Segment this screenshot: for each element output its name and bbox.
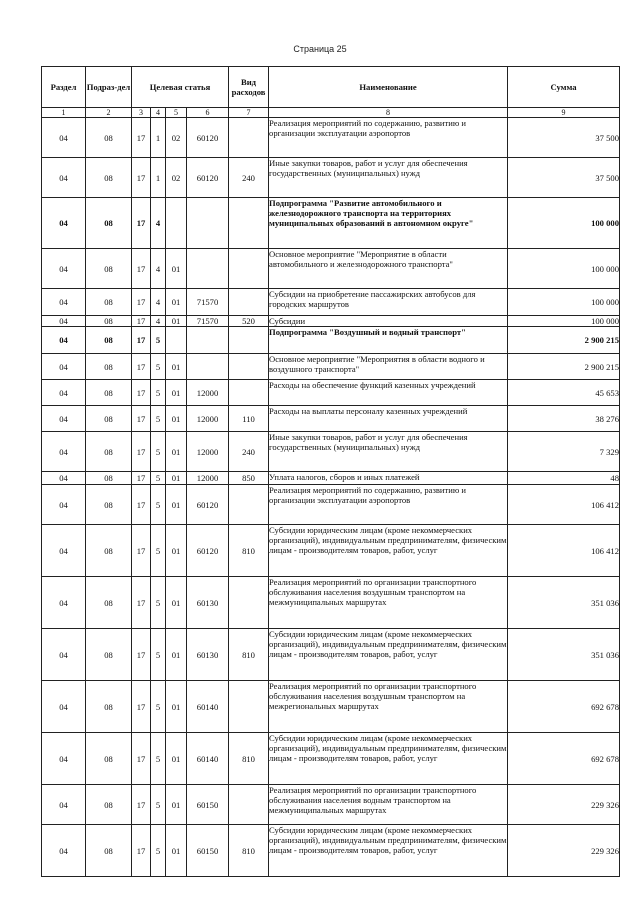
col-number: 3: [132, 108, 151, 118]
cell-vid: [229, 681, 269, 733]
cell-activity: 01: [166, 825, 187, 877]
cell-podrazdel: 08: [86, 825, 132, 877]
cell-razdel: 04: [42, 629, 86, 681]
cell-subprogram: 5: [151, 681, 166, 733]
cell-razdel: 04: [42, 733, 86, 785]
cell-vid: 240: [229, 432, 269, 472]
table-row: [42, 316, 620, 327]
cell-subprogram: 1: [151, 118, 166, 158]
cell-razdel: 04: [42, 472, 86, 485]
cell-sum: 106 412: [508, 485, 620, 525]
cell-program: 17: [132, 577, 151, 629]
cell-sum: 229 326: [508, 785, 620, 825]
cell-activity: [166, 327, 187, 354]
cell-program: 17: [132, 380, 151, 406]
cell-program: 17: [132, 198, 151, 249]
cell-program: 17: [132, 354, 151, 380]
cell-subprogram: 4: [151, 316, 166, 327]
cell-razdel: 04: [42, 354, 86, 380]
cell-activity: 01: [166, 249, 187, 289]
header-razdel: Раздел: [42, 67, 86, 108]
cell-podrazdel: 08: [86, 158, 132, 198]
cell-razdel: 04: [42, 118, 86, 158]
cell-program: 17: [132, 472, 151, 485]
cell-podrazdel: 08: [86, 316, 132, 327]
cell-sum: 100 000: [508, 198, 620, 249]
cell-sum: 7 329: [508, 432, 620, 472]
cell-subprogram: 5: [151, 577, 166, 629]
cell-podrazdel: 08: [86, 354, 132, 380]
cell-sum: 692 678: [508, 733, 620, 785]
cell-sum: 100 000: [508, 316, 620, 327]
cell-program: 17: [132, 316, 151, 327]
cell-activity: 01: [166, 406, 187, 432]
cell-name: Реализация мероприятий по содержанию, развитию и организации эксплуатации аэропортов: [269, 485, 508, 525]
cell-vid: [229, 198, 269, 249]
cell-sum: 351 036: [508, 577, 620, 629]
cell-activity: 01: [166, 316, 187, 327]
table-row: [42, 249, 620, 289]
cell-activity: 01: [166, 785, 187, 825]
cell-direction: [187, 249, 229, 289]
cell-vid: [229, 327, 269, 354]
table-row: [42, 472, 620, 485]
col-number: 6: [187, 108, 229, 118]
cell-program: 17: [132, 327, 151, 354]
cell-name: Субсидии: [269, 316, 508, 327]
table-row: [42, 525, 620, 577]
cell-vid: [229, 577, 269, 629]
cell-razdel: 04: [42, 289, 86, 316]
cell-podrazdel: 08: [86, 249, 132, 289]
cell-name: Иные закупки товаров, работ и услуг для обеспечения государственных (муниципальных) нужд: [269, 158, 508, 198]
table-row: [42, 327, 620, 354]
cell-sum: 38 276: [508, 406, 620, 432]
table-row: [42, 681, 620, 733]
cell-program: 17: [132, 629, 151, 681]
table-row: [42, 432, 620, 472]
cell-vid: 240: [229, 158, 269, 198]
cell-razdel: 04: [42, 316, 86, 327]
cell-vid: [229, 380, 269, 406]
cell-subprogram: 5: [151, 380, 166, 406]
cell-razdel: 04: [42, 198, 86, 249]
cell-vid: [229, 289, 269, 316]
cell-subprogram: 5: [151, 432, 166, 472]
header-vid: Вид расходов: [229, 67, 269, 108]
cell-activity: [166, 198, 187, 249]
cell-name: Реализация мероприятий по организации транспортного обслуживания населения водным транспортом на межмуниципальных маршрутах: [269, 785, 508, 825]
col-number: 7: [229, 108, 269, 118]
cell-podrazdel: 08: [86, 577, 132, 629]
cell-program: 17: [132, 485, 151, 525]
cell-direction: 60120: [187, 118, 229, 158]
cell-razdel: 04: [42, 406, 86, 432]
cell-direction: 60130: [187, 577, 229, 629]
cell-podrazdel: 08: [86, 432, 132, 472]
cell-podrazdel: 08: [86, 485, 132, 525]
cell-direction: 60140: [187, 681, 229, 733]
cell-name: Основное мероприятие "Мероприятие в области автомобильного и железнодорожного транспорта": [269, 249, 508, 289]
cell-direction: 60120: [187, 485, 229, 525]
cell-sum: 2 900 215: [508, 327, 620, 354]
col-number: 5: [166, 108, 187, 118]
cell-vid: [229, 118, 269, 158]
cell-razdel: 04: [42, 485, 86, 525]
cell-razdel: 04: [42, 432, 86, 472]
table-row: [42, 354, 620, 380]
cell-vid: 810: [229, 629, 269, 681]
cell-program: 17: [132, 406, 151, 432]
cell-name: Субсидии на приобретение пассажирских автобусов для городских маршрутов: [269, 289, 508, 316]
cell-subprogram: 5: [151, 825, 166, 877]
cell-sum: 692 678: [508, 681, 620, 733]
cell-activity: 01: [166, 485, 187, 525]
table-row: [42, 198, 620, 249]
cell-vid: 810: [229, 733, 269, 785]
table-row: [42, 733, 620, 785]
cell-podrazdel: 08: [86, 525, 132, 577]
cell-podrazdel: 08: [86, 629, 132, 681]
col-number: 4: [151, 108, 166, 118]
cell-sum: 2 900 215: [508, 354, 620, 380]
table-body: [42, 118, 620, 877]
cell-sum: 100 000: [508, 249, 620, 289]
budget-table: [41, 66, 620, 877]
cell-program: 17: [132, 158, 151, 198]
cell-program: 17: [132, 432, 151, 472]
cell-name: Реализация мероприятий по содержанию, развитию и организации эксплуатации аэропортов: [269, 118, 508, 158]
cell-sum: 100 000: [508, 289, 620, 316]
cell-direction: 71570: [187, 316, 229, 327]
cell-subprogram: 4: [151, 249, 166, 289]
cell-razdel: 04: [42, 681, 86, 733]
cell-name: Реализация мероприятий по организации транспортного обслуживания населения воздушным транспортом на межрегиональных маршрутах: [269, 681, 508, 733]
cell-subprogram: 5: [151, 733, 166, 785]
cell-activity: 01: [166, 681, 187, 733]
cell-podrazdel: 08: [86, 472, 132, 485]
cell-podrazdel: 08: [86, 289, 132, 316]
cell-vid: [229, 249, 269, 289]
cell-podrazdel: 08: [86, 406, 132, 432]
cell-direction: 60150: [187, 785, 229, 825]
cell-podrazdel: 08: [86, 733, 132, 785]
cell-activity: 01: [166, 432, 187, 472]
cell-vid: 810: [229, 825, 269, 877]
cell-vid: 850: [229, 472, 269, 485]
col-number: 9: [508, 108, 620, 118]
cell-activity: 02: [166, 118, 187, 158]
cell-name: Субсидии юридическим лицам (кроме некоммерческих организаций), индивидуальным предпринимателям, физическим лицам - производителям товаров, работ, услуг: [269, 629, 508, 681]
cell-activity: 01: [166, 289, 187, 316]
col-number: 1: [42, 108, 86, 118]
cell-activity: 01: [166, 733, 187, 785]
cell-podrazdel: 08: [86, 380, 132, 406]
cell-activity: 01: [166, 577, 187, 629]
cell-podrazdel: 08: [86, 681, 132, 733]
cell-razdel: 04: [42, 327, 86, 354]
cell-name: Реализация мероприятий по организации транспортного обслуживания населения воздушным транспортом на межмуниципальных маршрутах: [269, 577, 508, 629]
cell-name: Подпрограмма "Воздушный и водный транспорт": [269, 327, 508, 354]
cell-subprogram: 5: [151, 327, 166, 354]
cell-activity: 01: [166, 525, 187, 577]
cell-activity: 02: [166, 158, 187, 198]
cell-razdel: 04: [42, 525, 86, 577]
table-row: [42, 380, 620, 406]
cell-name: Иные закупки товаров, работ и услуг для обеспечения государственных (муниципальных) нужд: [269, 432, 508, 472]
cell-name: Субсидии юридическим лицам (кроме некоммерческих организаций), индивидуальным предпринимателям, физическим лицам - производителям товаров, работ, услуг: [269, 733, 508, 785]
cell-direction: 71570: [187, 289, 229, 316]
cell-name: Расходы на выплаты персоналу казенных учреждений: [269, 406, 508, 432]
cell-razdel: 04: [42, 158, 86, 198]
header-celevaya: Целевая статья: [132, 67, 229, 108]
cell-direction: 60120: [187, 525, 229, 577]
cell-program: 17: [132, 825, 151, 877]
cell-direction: 60130: [187, 629, 229, 681]
table-row: [42, 485, 620, 525]
page-number: Страница 25: [293, 44, 347, 54]
table-row: [42, 118, 620, 158]
cell-direction: [187, 354, 229, 380]
cell-subprogram: 4: [151, 198, 166, 249]
cell-sum: 351 036: [508, 629, 620, 681]
cell-direction: 60140: [187, 733, 229, 785]
table-row: [42, 629, 620, 681]
cell-vid: [229, 785, 269, 825]
cell-name: Расходы на обеспечение функций казенных учреждений: [269, 380, 508, 406]
cell-name: Субсидии юридическим лицам (кроме некоммерческих организаций), индивидуальным предпринимателям, физическим лицам - производителям товаров, работ, услуг: [269, 825, 508, 877]
cell-name: Субсидии юридическим лицам (кроме некоммерческих организаций), индивидуальным предпринимателям, физическим лицам - производителям товаров, работ, услуг: [269, 525, 508, 577]
cell-vid: 520: [229, 316, 269, 327]
cell-program: 17: [132, 289, 151, 316]
cell-program: 17: [132, 785, 151, 825]
cell-sum: 37 500: [508, 158, 620, 198]
cell-direction: 12000: [187, 380, 229, 406]
cell-vid: 810: [229, 525, 269, 577]
cell-activity: 01: [166, 472, 187, 485]
table-row: [42, 577, 620, 629]
cell-subprogram: 5: [151, 485, 166, 525]
cell-subprogram: 5: [151, 354, 166, 380]
cell-subprogram: 5: [151, 629, 166, 681]
header-podrazdel: Подраз-дел: [86, 67, 132, 108]
cell-subprogram: 1: [151, 158, 166, 198]
cell-name: Основное мероприятие "Мероприятия в области водного и воздушного транспорта": [269, 354, 508, 380]
cell-direction: [187, 198, 229, 249]
cell-direction: 12000: [187, 432, 229, 472]
cell-program: 17: [132, 681, 151, 733]
cell-subprogram: 5: [151, 525, 166, 577]
cell-razdel: 04: [42, 249, 86, 289]
cell-subprogram: 4: [151, 289, 166, 316]
cell-sum: 45 653: [508, 380, 620, 406]
cell-program: 17: [132, 525, 151, 577]
cell-direction: 12000: [187, 406, 229, 432]
cell-vid: 110: [229, 406, 269, 432]
cell-podrazdel: 08: [86, 327, 132, 354]
cell-subprogram: 5: [151, 785, 166, 825]
cell-razdel: 04: [42, 577, 86, 629]
header-row: [42, 67, 620, 108]
cell-vid: [229, 485, 269, 525]
header-summa: Сумма: [508, 67, 620, 108]
table-row: [42, 785, 620, 825]
cell-program: 17: [132, 118, 151, 158]
cell-subprogram: 5: [151, 406, 166, 432]
table-row: [42, 825, 620, 877]
cell-sum: 37 500: [508, 118, 620, 158]
cell-podrazdel: 08: [86, 118, 132, 158]
cell-direction: 60150: [187, 825, 229, 877]
cell-name: Уплата налогов, сборов и иных платежей: [269, 472, 508, 485]
column-numbers-row: [42, 108, 620, 118]
cell-name: Подпрограмма "Развитие автомобильного и железнодорожного транспорта на территориях муниципальных образований в автономном округе": [269, 198, 508, 249]
cell-podrazdel: 08: [86, 198, 132, 249]
cell-vid: [229, 354, 269, 380]
col-number: 8: [269, 108, 508, 118]
cell-sum: 229 326: [508, 825, 620, 877]
cell-direction: [187, 327, 229, 354]
cell-direction: 12000: [187, 472, 229, 485]
cell-podrazdel: 08: [86, 785, 132, 825]
cell-direction: 60120: [187, 158, 229, 198]
cell-razdel: 04: [42, 380, 86, 406]
cell-activity: 01: [166, 629, 187, 681]
cell-sum: 48: [508, 472, 620, 485]
cell-razdel: 04: [42, 825, 86, 877]
cell-subprogram: 5: [151, 472, 166, 485]
cell-razdel: 04: [42, 785, 86, 825]
table-row: [42, 158, 620, 198]
cell-activity: 01: [166, 354, 187, 380]
header-naim: Наименование: [269, 67, 508, 108]
cell-program: 17: [132, 249, 151, 289]
table-row: [42, 406, 620, 432]
cell-sum: 106 412: [508, 525, 620, 577]
cell-program: 17: [132, 733, 151, 785]
cell-activity: 01: [166, 380, 187, 406]
col-number: 2: [86, 108, 132, 118]
table-row: [42, 289, 620, 316]
